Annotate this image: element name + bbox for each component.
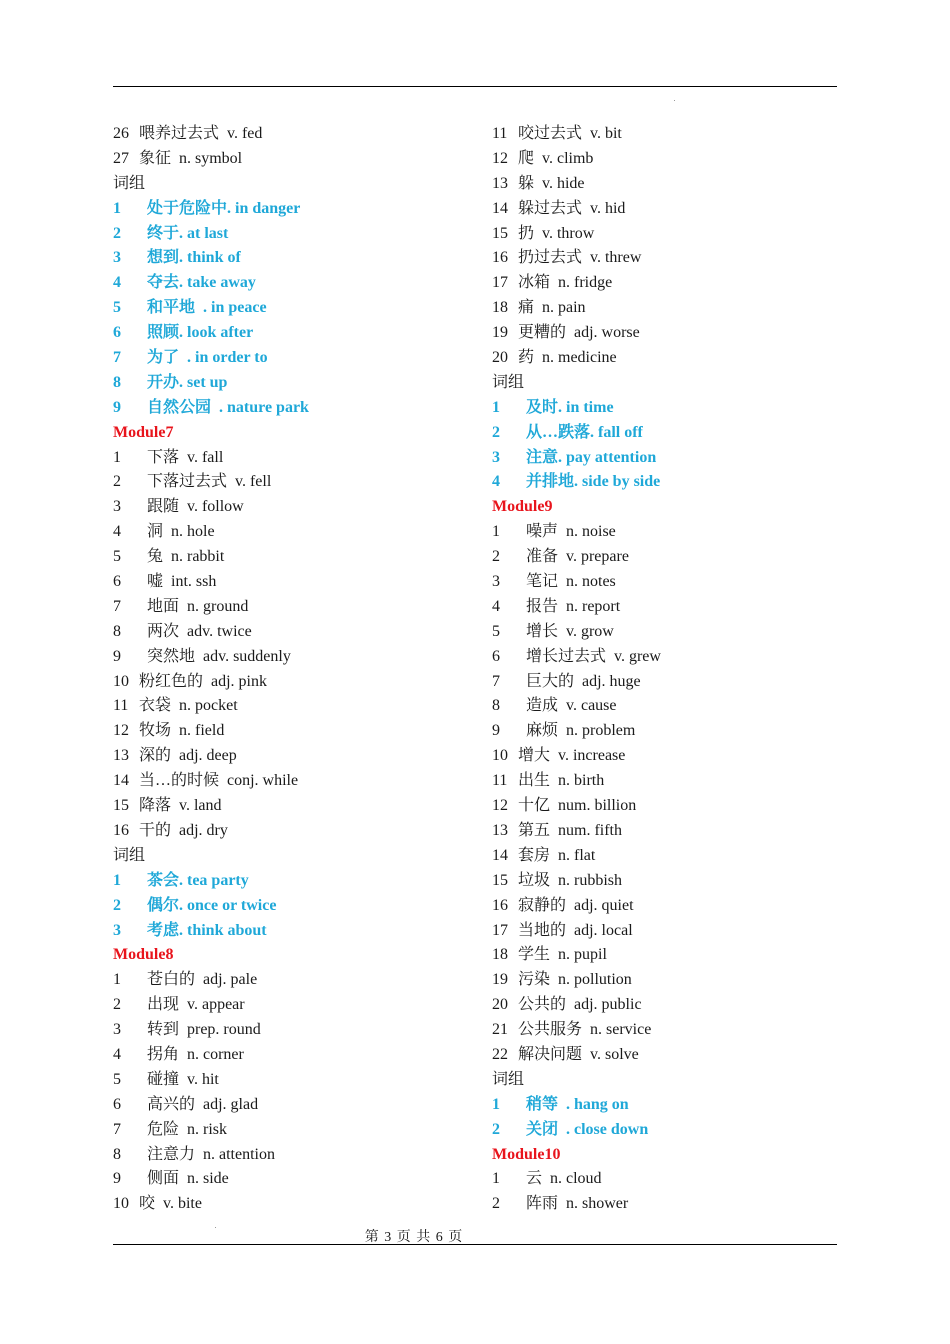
vocab-entry	[492, 894, 852, 919]
vocab-entry	[113, 570, 473, 595]
vocab-entry	[492, 172, 852, 197]
entry-number: 2	[492, 1120, 500, 1138]
entry-number: 2	[492, 548, 500, 566]
vocab-entry	[492, 943, 852, 968]
entry-number: 21	[492, 1021, 508, 1039]
entry-text: 危险 n. risk	[147, 1120, 228, 1138]
entry-number: 2	[113, 896, 121, 914]
entry-number: 3	[113, 498, 121, 516]
vocab-entry	[492, 246, 852, 271]
entry-text: 咬过去式 v. bit	[518, 125, 622, 142]
vocab-entry	[492, 744, 852, 769]
phrase-entry	[113, 894, 473, 919]
entry-number: 11	[113, 697, 129, 715]
phrase-entry	[492, 421, 852, 446]
entry-number: 2	[113, 473, 121, 491]
entry-number: 7	[492, 672, 500, 690]
entry-number: 5	[492, 622, 500, 640]
vocab-entry	[492, 595, 852, 620]
right-column	[492, 122, 852, 1217]
entry-number: 6	[113, 324, 121, 342]
vocab-entry	[492, 296, 852, 321]
vocab-entry	[113, 1192, 473, 1217]
entry-number: 15	[113, 797, 129, 815]
entry-text: 垃圾 n. rubbish	[518, 871, 623, 889]
entry-text: 喂养过去式 v. fed	[139, 125, 263, 142]
phrase-entry	[113, 222, 473, 247]
entry-number: 2	[492, 1195, 500, 1213]
vocab-entry	[113, 769, 473, 794]
entry-text: 并排地. side by side	[526, 473, 661, 491]
module-heading: Module7	[113, 423, 174, 441]
entry-text: 夺去. take away	[147, 274, 256, 292]
entry-number: 1	[492, 523, 500, 541]
entry-text: 洞 n. hole	[147, 523, 215, 541]
entry-text: 下落 v. fall	[147, 448, 224, 466]
phrase-entry	[492, 1093, 852, 1118]
vocab-entry	[492, 545, 852, 570]
entry-text: 药 n. medicine	[518, 349, 617, 367]
vocab-entry	[113, 993, 473, 1018]
entry-number: 10	[492, 747, 508, 765]
vocab-entry	[113, 794, 473, 819]
vocab-entry	[113, 122, 473, 147]
entry-text: 终于. at last	[147, 224, 229, 242]
vocab-entry	[113, 670, 473, 695]
entry-number: 14	[113, 772, 129, 790]
entry-number: 22	[492, 1045, 508, 1063]
vocab-entry	[492, 794, 852, 819]
entry-text: 地面 n. ground	[147, 597, 249, 615]
entry-number: 2	[113, 996, 121, 1014]
entry-text: 偶尔. once or twice	[147, 896, 277, 914]
phrase-group-label: 词组	[113, 174, 146, 192]
vocab-entry	[492, 694, 852, 719]
vocab-entry	[113, 470, 473, 495]
entry-number: 26	[113, 125, 129, 142]
entry-number: 13	[113, 747, 129, 765]
entry-text: 报告 n. report	[526, 597, 621, 615]
phrase-entry	[113, 396, 473, 421]
vocab-entry	[113, 819, 473, 844]
header-rule	[113, 86, 837, 87]
entry-text: 深的 adj. deep	[139, 747, 237, 765]
phrase-entry	[492, 396, 852, 421]
phrase-group-label: 词组	[492, 373, 525, 391]
entry-text: 寂静的 adj. quiet	[518, 896, 634, 914]
module-heading: Module9	[492, 498, 553, 516]
entry-number: 4	[113, 523, 121, 541]
entry-number: 9	[113, 1170, 121, 1188]
entry-number: 1	[113, 199, 121, 217]
phrase-entry	[492, 446, 852, 471]
entry-text: 冰箱 n. fridge	[518, 274, 613, 292]
entry-number: 7	[113, 349, 121, 367]
entry-number: 8	[113, 373, 121, 391]
entry-text: 当…的时候 conj. while	[139, 772, 299, 790]
entry-text: 侧面 n. side	[147, 1170, 229, 1188]
vocab-entry	[113, 620, 473, 645]
vocab-entry	[492, 346, 852, 371]
entry-number: 1	[492, 398, 500, 416]
vocab-entry	[492, 520, 852, 545]
entry-text: 转到 prep. round	[147, 1021, 261, 1039]
phrase-entry	[113, 197, 473, 222]
vocab-entry	[113, 694, 473, 719]
entry-text: 公共服务 n. service	[518, 1021, 652, 1039]
entry-number: 13	[492, 821, 508, 839]
entry-number: 20	[492, 996, 508, 1014]
entry-text: 出生 n. birth	[518, 772, 605, 790]
entry-text: 十亿 num. billion	[518, 797, 637, 815]
entry-number: 17	[492, 921, 508, 939]
entry-text: 突然地 adv. suddenly	[147, 647, 291, 665]
entry-number: 18	[492, 299, 508, 317]
vocab-entry	[113, 1167, 473, 1192]
entry-number: 16	[113, 821, 129, 839]
entry-number: 1	[113, 871, 121, 889]
entry-number: 16	[492, 896, 508, 914]
vocab-entry	[492, 670, 852, 695]
entry-number: 14	[492, 199, 508, 217]
entry-text: 扔过去式 v. threw	[518, 249, 642, 267]
entry-text: 高兴的 adj. glad	[147, 1095, 259, 1113]
vocab-entry	[492, 271, 852, 296]
vocab-entry	[492, 1043, 852, 1068]
entry-number: 7	[113, 1120, 121, 1138]
entry-text: 麻烦 n. problem	[526, 722, 636, 740]
entry-text: 学生 n. pupil	[518, 946, 607, 964]
entry-text: 准备 v. prepare	[526, 548, 629, 566]
entry-text: 跟随 v. follow	[147, 498, 244, 516]
entry-number: 20	[492, 349, 508, 367]
phrase-entry	[113, 346, 473, 371]
entry-text: 注意力 n. attention	[147, 1145, 275, 1163]
entry-text: 处于危险中. in danger	[147, 199, 301, 217]
vocab-entry	[492, 570, 852, 595]
entry-number: 27	[113, 149, 129, 167]
entry-text: 解决问题 v. solve	[518, 1045, 639, 1063]
entry-number: 2	[113, 224, 121, 242]
phrase-entry	[113, 271, 473, 296]
entry-number: 4	[113, 1045, 121, 1063]
phrase-entry	[492, 1118, 852, 1143]
vocab-entry	[113, 719, 473, 744]
vocab-entry	[113, 1018, 473, 1043]
phrase-entry	[113, 371, 473, 396]
entry-text: 增长过去式 v. grew	[526, 647, 661, 665]
entry-number: 9	[492, 722, 500, 740]
vocab-entry	[492, 819, 852, 844]
entry-number: 5	[113, 299, 121, 317]
entry-number: 3	[113, 921, 121, 939]
entry-number: 12	[492, 797, 508, 815]
entry-text: 降落 v. land	[139, 797, 222, 815]
entry-text: 增长 v. grow	[526, 622, 614, 640]
entry-number: 18	[492, 946, 508, 964]
vocab-entry	[492, 919, 852, 944]
entry-number: 19	[492, 971, 508, 989]
entry-text: 第五 num. fifth	[518, 821, 622, 839]
vocab-entry	[492, 197, 852, 222]
entry-text: 造成 v. cause	[526, 697, 617, 715]
entry-number: 14	[492, 846, 508, 864]
entry-text: 象征 n. symbol	[139, 149, 243, 167]
entry-number: 7	[113, 597, 121, 615]
entry-number: 1	[492, 1095, 500, 1113]
phrase-entry	[113, 321, 473, 346]
entry-text: 苍白的 adj. pale	[147, 971, 258, 989]
entry-number: 19	[492, 324, 508, 342]
phrase-entry	[113, 869, 473, 894]
page-footer: 第 3 页 共 6 页	[364, 1230, 464, 1245]
entry-text: 衣袋 n. pocket	[139, 697, 238, 715]
entry-text: 兔 n. rabbit	[147, 548, 225, 566]
entry-text: 两次 adv. twice	[147, 622, 252, 640]
entry-number: 13	[492, 174, 508, 192]
entry-text: 巨大的 adj. huge	[526, 672, 641, 690]
vocab-entry	[113, 446, 473, 471]
entry-text: 嘘 int. ssh	[147, 573, 217, 591]
footer-rule	[113, 1244, 837, 1245]
entry-number: 9	[113, 647, 121, 665]
vocab-entry	[113, 1143, 473, 1168]
entry-text: 注意. pay attention	[526, 448, 657, 466]
vocab-entry	[492, 769, 852, 794]
entry-text: 套房 n. flat	[518, 846, 596, 864]
entry-text: 更糟的 adj. worse	[518, 324, 640, 342]
entry-number: 10	[113, 672, 129, 690]
entry-number: 3	[113, 1021, 121, 1039]
vocab-entry	[492, 968, 852, 993]
entry-text: 躲 v. hide	[518, 174, 585, 192]
header-dot	[674, 100, 675, 101]
phrase-group-label: 词组	[113, 846, 146, 864]
vocab-entry	[492, 1018, 852, 1043]
entry-text: 公共的 adj. public	[518, 996, 642, 1014]
entry-number: 3	[113, 249, 121, 267]
vocab-entry	[492, 645, 852, 670]
entry-text: 痛 n. pain	[518, 299, 586, 317]
entry-text: 为了 . in order to	[147, 349, 268, 367]
vocab-entry	[492, 1192, 852, 1217]
vocab-entry	[113, 1043, 473, 1068]
entry-number: 3	[492, 573, 500, 591]
entry-number: 1	[492, 1170, 500, 1188]
phrase-entry	[113, 296, 473, 321]
entry-text: 增大 v. increase	[518, 747, 626, 765]
entry-number: 12	[113, 722, 129, 740]
entry-number: 15	[492, 224, 508, 242]
vocab-entry	[492, 620, 852, 645]
module-heading: Module8	[113, 946, 174, 964]
entry-number: 4	[113, 274, 121, 292]
vocab-entry	[492, 844, 852, 869]
entry-number: 6	[492, 647, 500, 665]
entry-text: 云 n. cloud	[526, 1170, 602, 1188]
vocab-entry	[113, 1093, 473, 1118]
vocab-entry	[113, 520, 473, 545]
vocab-entry	[492, 1167, 852, 1192]
entry-text: 关闭 . close down	[526, 1120, 649, 1138]
entry-number: 17	[492, 274, 508, 292]
entry-text: 照顾. look after	[147, 324, 254, 342]
entry-number: 15	[492, 871, 508, 889]
entry-text: 扔 v. throw	[518, 224, 595, 242]
entry-text: 想到. think of	[147, 249, 241, 267]
phrase-entry	[492, 470, 852, 495]
entry-text: 咬 v. bite	[139, 1195, 202, 1213]
vocab-entry	[113, 545, 473, 570]
entry-number: 8	[492, 697, 500, 715]
vocab-entry	[113, 595, 473, 620]
vocab-entry	[492, 869, 852, 894]
entry-text: 稍等 . hang on	[526, 1095, 629, 1113]
entry-text: 牧场 n. field	[139, 722, 225, 740]
vocab-entry	[113, 968, 473, 993]
vocab-entry	[113, 645, 473, 670]
vocab-entry	[492, 122, 852, 147]
entry-text: 阵雨 n. shower	[526, 1195, 629, 1213]
entry-text: 爬 v. climb	[518, 149, 594, 167]
entry-text: 笔记 n. notes	[526, 573, 616, 591]
left-column	[113, 122, 473, 1217]
entry-text: 茶会. tea party	[147, 871, 249, 889]
entry-text: 噪声 n. noise	[526, 523, 616, 541]
vocab-entry	[113, 744, 473, 769]
vocab-entry	[113, 1068, 473, 1093]
entry-number: 8	[113, 1145, 121, 1163]
entry-text: 开办. set up	[147, 373, 228, 391]
phrase-entry	[113, 919, 473, 944]
entry-number: 1	[113, 971, 121, 989]
entry-text: 躲过去式 v. hid	[518, 199, 626, 217]
entry-text: 从…跌落. fall off	[526, 423, 643, 441]
module-heading: Module10	[492, 1145, 561, 1163]
entry-text: 下落过去式 v. fell	[147, 473, 272, 491]
entry-number: 2	[492, 423, 500, 441]
entry-text: 和平地 . in peace	[147, 299, 267, 317]
phrase-group-label: 词组	[492, 1070, 525, 1088]
entry-number: 4	[492, 473, 500, 491]
vocab-entry	[492, 993, 852, 1018]
entry-text: 粉红色的 adj. pink	[139, 672, 267, 690]
vocab-entry	[492, 719, 852, 744]
vocab-entry	[113, 495, 473, 520]
entry-text: 及时. in time	[526, 398, 614, 416]
entry-text: 干的 adj. dry	[139, 821, 228, 839]
vocab-entry	[113, 1118, 473, 1143]
entry-number: 11	[492, 125, 508, 142]
entry-number: 5	[113, 548, 121, 566]
entry-number: 1	[113, 448, 121, 466]
entry-text: 考虑. think about	[147, 921, 267, 939]
entry-number: 11	[492, 772, 508, 790]
phrase-entry	[113, 246, 473, 271]
entry-number: 8	[113, 622, 121, 640]
entry-number: 9	[113, 398, 121, 416]
entry-text: 出现 v. appear	[147, 996, 245, 1014]
entry-text: 当地的 adj. local	[518, 921, 633, 939]
entry-number: 4	[492, 597, 500, 615]
entry-number: 10	[113, 1195, 129, 1213]
vocab-entry	[492, 321, 852, 346]
vocab-entry	[492, 222, 852, 247]
entry-number: 3	[492, 448, 500, 466]
entry-number: 6	[113, 1095, 121, 1113]
entry-text: 污染 n. pollution	[518, 971, 632, 989]
entry-text: 自然公园 . nature park	[147, 398, 309, 416]
entry-number: 16	[492, 249, 508, 267]
vocab-entry	[492, 147, 852, 172]
entry-number: 5	[113, 1070, 121, 1088]
entry-text: 拐角 n. corner	[147, 1045, 244, 1063]
entry-text: 碰撞 v. hit	[147, 1070, 219, 1088]
entry-number: 6	[113, 573, 121, 591]
vocab-entry	[113, 147, 473, 172]
entry-number: 12	[492, 149, 508, 167]
